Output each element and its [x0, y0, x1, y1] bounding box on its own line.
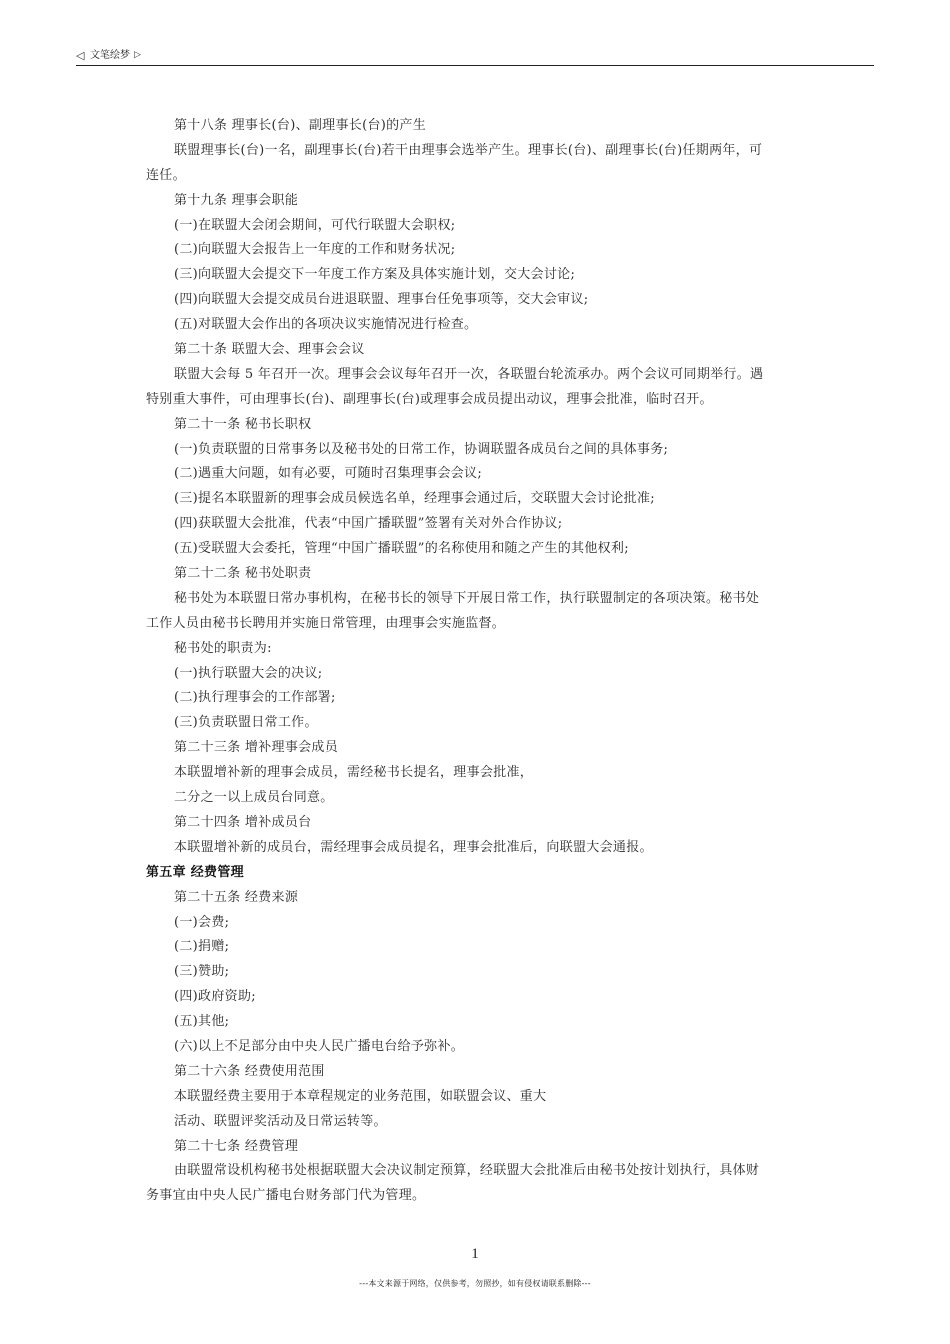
text-line: 工作人员由秘书长聘用并实施日常管理，由理事会实施监督。	[146, 615, 506, 631]
text-line: (三)负责联盟日常工作。	[174, 715, 318, 731]
text-line: (三)向联盟大会提交下一年度工作方案及具体实施计划，交大会讨论;	[174, 267, 576, 283]
text-line: (五)受联盟大会委托，管理“中国广播联盟”的名称使用和随之产生的其他权利;	[174, 541, 629, 557]
text-line: (一)负责联盟的日常事务以及秘书处的日常工作，协调联盟各成员台之间的具体事务;	[174, 441, 669, 457]
text-line: 活动、联盟评奖活动及日常运转等。	[174, 1113, 387, 1129]
text-line: (四)政府资助;	[174, 989, 256, 1005]
text-line: 连任。	[146, 167, 186, 183]
text-line: 联盟大会每 5 年召开一次。理事会会议每年召开一次，各联盟台轮流承办。两个会议可同期举行。遇	[174, 366, 764, 382]
text-line: (四)向联盟大会提交成员台进退联盟、理事台任免事项等，交大会审议;	[174, 292, 589, 308]
text-line: 秘书处的职责为:	[174, 640, 272, 656]
text-line: 第二十四条 增补成员台	[174, 814, 312, 830]
right-triangle-icon: ▷	[134, 50, 141, 60]
text-line: 第十八条 理事长(台)、副理事长(台)的产生	[174, 118, 427, 133]
footer-disclaimer: ---本文来源于网络，仅供参考，勿照抄，如有侵权请联系删除---	[359, 1279, 591, 1288]
text-line: 本联盟经费主要用于本章程规定的业务范围，如联盟会议、重大	[174, 1088, 547, 1104]
left-triangle-icon: ◁	[76, 49, 85, 62]
text-line: 第二十六条 经费使用范围	[174, 1063, 325, 1079]
text-line: 由联盟常设机构秘书处根据联盟大会决议制定预算，经联盟大会批准后由秘书处按计划执行，具体财	[174, 1163, 760, 1179]
text-line: 第二十五条 经费来源	[174, 889, 299, 905]
text-line: (三)提名本联盟新的理事会成员候选名单，经理事会通过后，交联盟大会讨论批准;	[174, 491, 655, 507]
page-header	[76, 49, 874, 66]
text-line: (二)捐赠;	[174, 939, 230, 955]
text-line: 本联盟增补新的理事会成员，需经秘书长提名，理事会批准，	[174, 765, 534, 781]
text-line: 特别重大事件，可由理事长(台)、副理事长(台)或理事会成员提出动议，理事会批准，临时召开。	[146, 391, 713, 407]
chapter-heading: 第五章 经费管理	[146, 864, 244, 880]
text-line: 本联盟增补新的成员台，需经理事会成员提名，理事会批准后，向联盟大会通报。	[174, 839, 653, 855]
text-line: (二)执行理事会的工作部署;	[174, 690, 336, 706]
text-line: (一)会费;	[174, 914, 230, 930]
text-line: 秘书处为本联盟日常办事机构，在秘书长的领导下开展日常工作，执行联盟制定的各项决策。秘书处	[174, 590, 760, 606]
text-line: (四)获联盟大会批准，代表“中国广播联盟”签署有关对外合作协议;	[174, 516, 563, 532]
text-line: (三)赞助;	[174, 964, 230, 980]
text-line: 二分之一以上成员台同意。	[174, 790, 334, 806]
page-number: 1	[471, 1246, 479, 1262]
text-line: 第二十二条 秘书处职责	[174, 566, 312, 582]
text-line: (六)以上不足部分由中央人民广播电台给予弥补。	[174, 1038, 465, 1054]
text-line: 第二十一条 秘书长职权	[174, 416, 312, 432]
text-line: (二)向联盟大会报告上一年度的工作和财务状况;	[174, 242, 456, 258]
text-line: 联盟理事长(台)一名，副理事长(台)若干由理事会选举产生。理事长(台)、副理事长(台)任期两年，可	[174, 142, 763, 158]
text-line: 第十九条 理事会职能	[174, 192, 299, 208]
document-body	[146, 114, 814, 1209]
text-line: (五)其他;	[174, 1014, 230, 1030]
text-line: 第二十三条 增补理事会成员	[174, 740, 339, 756]
text-line: (一)在联盟大会闭会期间，可代行联盟大会职权;	[174, 217, 456, 233]
text-line: 第二十七条 经费管理	[174, 1138, 299, 1154]
text-line: 务事宜由中央人民广播电台财务部门代为管理。	[146, 1188, 426, 1204]
header-title: 文笔绘梦	[90, 50, 130, 61]
text-line: (二)遇重大问题，如有必要，可随时召集理事会会议;	[174, 466, 483, 482]
text-line: 第二十条 联盟大会、理事会会议	[174, 342, 365, 358]
text-line: (一)执行联盟大会的决议;	[174, 665, 323, 681]
text-line: (五)对联盟大会作出的各项决议实施情况进行检查。	[174, 317, 478, 333]
